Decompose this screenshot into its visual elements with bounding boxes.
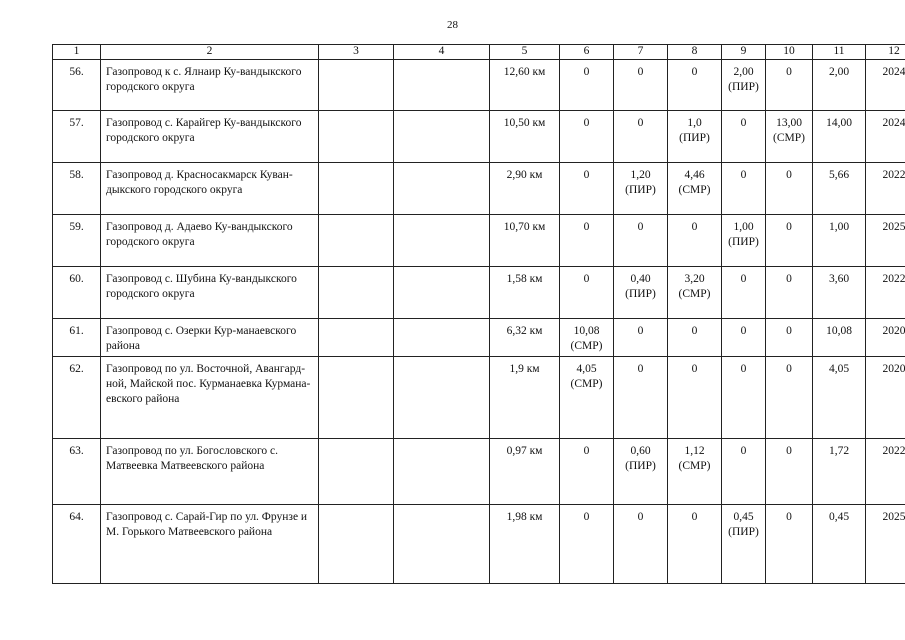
cell-col8: 4,46 (СМР) xyxy=(668,163,722,215)
cell-col9: 1,00 (ПИР) xyxy=(722,215,766,267)
cell-col6: 0 xyxy=(560,111,614,163)
cell-col3 xyxy=(319,357,394,439)
cell-col4 xyxy=(394,505,490,584)
cell-col10: 0 xyxy=(766,267,813,319)
row-number: 57. xyxy=(53,111,101,163)
column-header: 12 xyxy=(866,45,905,60)
cell-year: 2024 xyxy=(866,60,905,111)
row-number: 61. xyxy=(53,319,101,357)
cell-total: 3,60 xyxy=(813,267,866,319)
cell-year: 2022 xyxy=(866,163,905,215)
cell-col4 xyxy=(394,357,490,439)
object-name: Газопровод д. Красносакмарск Куван-дыкского городского округа xyxy=(101,163,319,215)
column-header: 10 xyxy=(766,45,813,60)
cell-col8: 1,0 (ПИР) xyxy=(668,111,722,163)
cell-year: 2020 xyxy=(866,357,905,439)
column-header: 3 xyxy=(319,45,394,60)
object-name: Газопровод по ул. Восточной, Авангард-ной, Майской пос. Курманаевка Курмана-евского района xyxy=(101,357,319,439)
cell-col4 xyxy=(394,111,490,163)
cell-col8: 0 xyxy=(668,215,722,267)
pipeline-length: 12,60 км xyxy=(490,60,560,111)
cell-col8: 0 xyxy=(668,505,722,584)
cell-col6: 0 xyxy=(560,215,614,267)
cell-col7: 0 xyxy=(614,319,668,357)
pipeline-length: 10,70 км xyxy=(490,215,560,267)
cell-total: 2,00 xyxy=(813,60,866,111)
cell-col7: 0,40 (ПИР) xyxy=(614,267,668,319)
pipeline-length: 2,90 км xyxy=(490,163,560,215)
cell-col9: 0 xyxy=(722,111,766,163)
object-name: Газопровод к с. Ялнаир Ку-вандыкского городского округа xyxy=(101,60,319,111)
cell-col6: 0 xyxy=(560,267,614,319)
cell-year: 2022 xyxy=(866,439,905,505)
cell-col8: 3,20 (СМР) xyxy=(668,267,722,319)
column-header: 8 xyxy=(668,45,722,60)
cell-col7: 1,20 (ПИР) xyxy=(614,163,668,215)
table-row xyxy=(53,319,905,357)
cell-col6: 0 xyxy=(560,60,614,111)
cell-col7: 0 xyxy=(614,505,668,584)
cell-year: 2025 xyxy=(866,505,905,584)
row-number: 56. xyxy=(53,60,101,111)
column-number-header xyxy=(53,45,905,60)
cell-col3 xyxy=(319,439,394,505)
cell-col7: 0 xyxy=(614,215,668,267)
cell-col7: 0 xyxy=(614,60,668,111)
column-header: 5 xyxy=(490,45,560,60)
pipeline-length: 10,50 км xyxy=(490,111,560,163)
table-row xyxy=(53,111,905,163)
cell-col7: 0 xyxy=(614,111,668,163)
table-row xyxy=(53,60,905,111)
cell-col9: 2,00 (ПИР) xyxy=(722,60,766,111)
cell-col9: 0,45 (ПИР) xyxy=(722,505,766,584)
column-header: 9 xyxy=(722,45,766,60)
row-number: 60. xyxy=(53,267,101,319)
cell-col8: 0 xyxy=(668,60,722,111)
cell-col4 xyxy=(394,439,490,505)
cell-year: 2022 xyxy=(866,267,905,319)
table-row xyxy=(53,357,905,439)
cell-col10: 0 xyxy=(766,439,813,505)
cell-total: 1,72 xyxy=(813,439,866,505)
cell-col8: 1,12 (СМР) xyxy=(668,439,722,505)
cell-col3 xyxy=(319,319,394,357)
table-row xyxy=(53,505,905,584)
cell-total: 1,00 xyxy=(813,215,866,267)
cell-total: 4,05 xyxy=(813,357,866,439)
cell-col10: 0 xyxy=(766,163,813,215)
cell-year: 2025 xyxy=(866,215,905,267)
cell-col3 xyxy=(319,215,394,267)
cell-col10: 0 xyxy=(766,60,813,111)
cell-col6: 0 xyxy=(560,505,614,584)
cell-total: 14,00 xyxy=(813,111,866,163)
table-row xyxy=(53,439,905,505)
cell-col6: 0 xyxy=(560,163,614,215)
pipeline-length: 1,9 км xyxy=(490,357,560,439)
table-row xyxy=(53,267,905,319)
cell-col3 xyxy=(319,163,394,215)
row-number: 63. xyxy=(53,439,101,505)
column-header: 1 xyxy=(53,45,101,60)
cell-col9: 0 xyxy=(722,357,766,439)
cell-col3 xyxy=(319,111,394,163)
column-header: 4 xyxy=(394,45,490,60)
row-number: 62. xyxy=(53,357,101,439)
cell-col9: 0 xyxy=(722,163,766,215)
object-name: Газопровод с. Сарай-Гир по ул. Фрунзе и М. Горького Матвеевского района xyxy=(101,505,319,584)
cell-col3 xyxy=(319,60,394,111)
table-row xyxy=(53,163,905,215)
cell-col8: 0 xyxy=(668,357,722,439)
cell-col10: 0 xyxy=(766,215,813,267)
object-name: Газопровод по ул. Богословского с. Матвеевка Матвеевского района xyxy=(101,439,319,505)
row-number: 64. xyxy=(53,505,101,584)
cell-col8: 0 xyxy=(668,319,722,357)
cell-col3 xyxy=(319,267,394,319)
cell-year: 2024 xyxy=(866,111,905,163)
column-header: 11 xyxy=(813,45,866,60)
cell-col7: 0 xyxy=(614,357,668,439)
cell-col10: 0 xyxy=(766,505,813,584)
cell-col7: 0,60 (ПИР) xyxy=(614,439,668,505)
cell-col6: 10,08 (СМР) xyxy=(560,319,614,357)
object-name: Газопровод с. Карайгер Ку-вандыкского городского округа xyxy=(101,111,319,163)
cell-col10: 0 xyxy=(766,357,813,439)
cell-year: 2020 xyxy=(866,319,905,357)
column-header: 7 xyxy=(614,45,668,60)
cell-col6: 4,05 (СМР) xyxy=(560,357,614,439)
object-name: Газопровод с. Шубина Ку-вандыкского городского округа xyxy=(101,267,319,319)
pipeline-length: 0,97 км xyxy=(490,439,560,505)
object-name: Газопровод д. Адаево Ку-вандыкского городского округа xyxy=(101,215,319,267)
cell-col4 xyxy=(394,163,490,215)
row-number: 58. xyxy=(53,163,101,215)
page-number: 28 xyxy=(447,19,458,31)
cell-col6: 0 xyxy=(560,439,614,505)
cell-total: 5,66 xyxy=(813,163,866,215)
cell-col4 xyxy=(394,60,490,111)
column-header: 6 xyxy=(560,45,614,60)
cell-total: 10,08 xyxy=(813,319,866,357)
cell-col4 xyxy=(394,319,490,357)
cell-col10: 0 xyxy=(766,319,813,357)
row-number: 59. xyxy=(53,215,101,267)
pipeline-length: 1,58 км xyxy=(490,267,560,319)
column-header: 2 xyxy=(101,45,319,60)
table-row xyxy=(53,215,905,267)
cell-col9: 0 xyxy=(722,267,766,319)
gas-pipeline-table xyxy=(52,44,905,584)
cell-col4 xyxy=(394,267,490,319)
object-name: Газопровод с. Озерки Кур-манаевского района xyxy=(101,319,319,357)
cell-col4 xyxy=(394,215,490,267)
cell-total: 0,45 xyxy=(813,505,866,584)
cell-col9: 0 xyxy=(722,319,766,357)
cell-col10: 13,00 (СМР) xyxy=(766,111,813,163)
pipeline-length: 6,32 км xyxy=(490,319,560,357)
cell-col3 xyxy=(319,505,394,584)
cell-col9: 0 xyxy=(722,439,766,505)
pipeline-length: 1,98 км xyxy=(490,505,560,584)
